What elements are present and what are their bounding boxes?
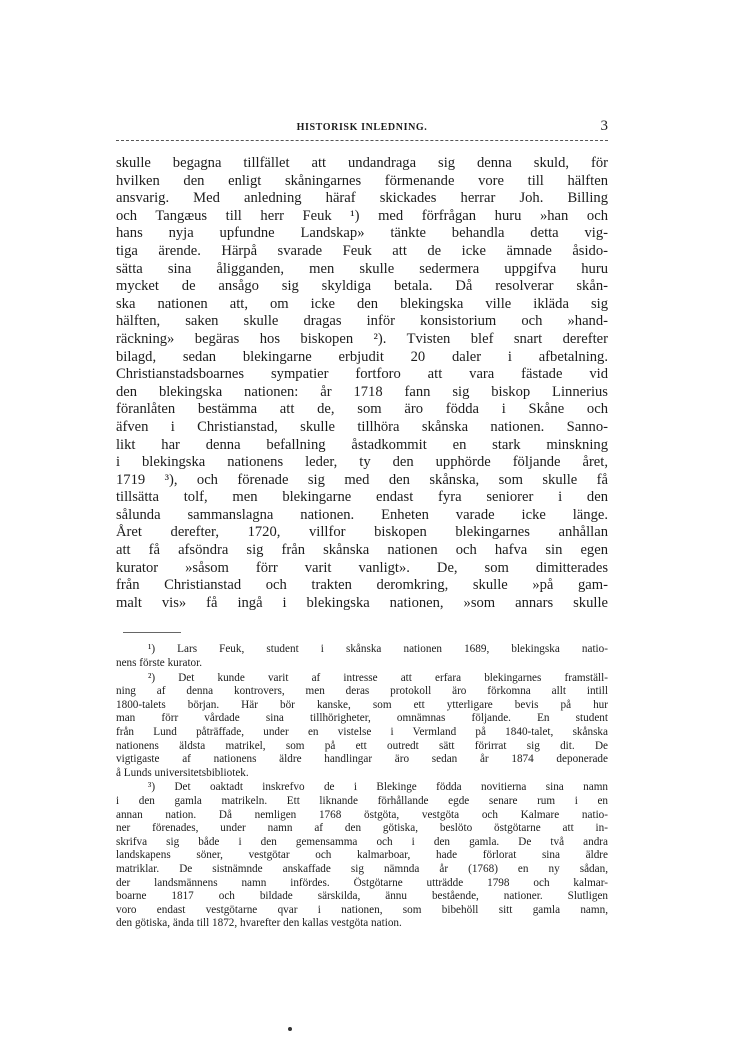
text-line: från Christianstad och trakten deromkring, skulle »på gam-	[116, 577, 608, 594]
text-line: i blekingska nationens leder, ty den upphörde följande året,	[116, 454, 608, 471]
text-line: äfven i Christianstad, skulle tillhöra skånska nationen. Sanno-	[116, 418, 608, 435]
footnote-line: skrifva sig både i den gemensamma och i den gamla. De två andra	[116, 835, 608, 848]
text-line: malt vis» få ingå i blekingska nationen, »som annars skulle	[116, 594, 608, 611]
text-line: hans nyja upfundne Landskap» tänkte behandla detta vig-	[116, 225, 608, 242]
text-line: den blekingska nationen: år 1718 fann sig biskop Linnerius	[116, 383, 608, 400]
running-header	[116, 118, 608, 138]
text-line: hälften, saken skulle dragas inför konsistorium och »hand-	[116, 313, 608, 330]
text-line: sätta sina åligganden, men skulle sedermera uppgifva huru	[116, 260, 608, 277]
text-line: och Tangæus till herr Feuk ¹) med förfrågan huru »han och	[116, 207, 608, 224]
footnote-line: ¹) Lars Feuk, student i skånska nationen 1689, blekingska natio-	[148, 643, 608, 656]
text-line: skulle begagna tillfället att undandraga sig denna skuld, för	[116, 155, 608, 171]
footnote-line: ²) Det kunde varit af intresse att erfara blekingarnes framställ-	[148, 671, 608, 684]
text-line: tillsätta tolf, men blekingarne endast fyra seniorer i den	[116, 489, 608, 506]
text-line: likt har denna befallning åstadkommit en stark minskning	[116, 436, 608, 453]
text-line: sålunda sammanslagna nationen. Enheten varade icke länge.	[116, 506, 608, 523]
text-line: kurator »såsom förr varit vanligt». De, som dimitterades	[116, 559, 608, 576]
page-number: 3	[600, 118, 608, 134]
footnote-line: ³) Det oaktadt inskrefvo de i Blekinge födda novitierna sina namn	[148, 781, 608, 794]
footnote-line: den götiska, ända till 1872, hvarefter den kallas vestgöta nation.	[116, 917, 402, 930]
footnote-line: voro endast vestgötarne qvar i nationen, som bibehöll sitt gamla namn,	[116, 903, 608, 916]
footnote-line: från Lund påträffade, under en vistelse i Vermland på 1840-talet, skånska	[116, 726, 608, 738]
footnote-line: nationens äldsta matrikel, som på ett outredt sätt förirrat sig dit. De	[116, 739, 608, 752]
footnote-line: der landsmännens namn infördes. Östgötarne utträdde 1798 och kalmar-	[116, 876, 608, 889]
footnote-line: 1800-talets början. Här bör kanske, som ett ytterligare bevis på hur	[116, 698, 608, 711]
text-line: föranlåten bestämma att de, som äro födda i Skåne och	[116, 401, 608, 418]
text-line: tiga ärende. Härpå svarade Feuk att de icke ämnade åsido-	[116, 242, 608, 259]
footnote-1	[116, 643, 608, 670]
header-rule	[116, 140, 608, 141]
footnote-line: ning af denna kontrovers, men deras protokoll äro förkomna allt intill	[116, 685, 608, 698]
text-line: ansvarig. Med anledning häraf skickades herrar Joh. Billing	[116, 190, 608, 207]
footnote-line: matriklar. De sistnämnde anskaffade sig nämnda år (1768) en ny sådan,	[116, 862, 608, 875]
footnote-rule	[123, 632, 181, 633]
footnote-line: landskapens söner, vestgötar och kalmarboar, hade förlorat sina äldre	[116, 849, 608, 862]
footnote-line: annan nation. Då nemligen 1768 östgöta, vestgöta och Kalmare natio-	[116, 808, 608, 821]
text-line: hvilken den enligt skåningarnes förmenande vore till hälften	[116, 172, 608, 189]
footnote-line: å Lunds universitetsbibliotek.	[116, 766, 249, 779]
footnote-2	[116, 672, 608, 781]
footnote-line: i den gamla matrikeln. Ett liknande förhållande egde senare rum i en	[116, 794, 608, 807]
footnotes	[116, 643, 608, 930]
text-line: räckning» begäras hos biskopen ²). Tvisten blef snart derefter	[116, 330, 608, 347]
book-page	[116, 118, 608, 931]
footnote-line: boarne 1817 och bildade särskilda, ännu bestående, nationer. Slutligen	[116, 890, 608, 903]
footnote-3	[116, 781, 608, 931]
text-line: att få afsöndra sig från skånska nationen och hafva sin egen	[116, 542, 608, 559]
page-speck	[288, 1027, 292, 1031]
text-line: Christianstadsboarnes sympatier fortforo att vara fästade vid	[116, 366, 608, 383]
text-line: mycket de ansågo sig skyldiga betala. Då resolverar skån-	[116, 278, 608, 295]
text-line: 1719 ³), och förenade sig med den skånska, som skulle få	[116, 471, 608, 488]
footnote-line: nens förste kurator.	[116, 657, 203, 670]
text-line: bilagd, sedan blekingarne erbjudit 20 daler i afbetalning.	[116, 348, 608, 365]
footnote-line: man förr vårdade sina tillhörigheter, omnämnas följande. En student	[116, 712, 608, 725]
running-title: HISTORISK INLEDNING.	[296, 122, 428, 133]
footnote-line: vigtigaste af nationens äldre handlingar äro sedan år 1874 deponerade	[116, 753, 608, 766]
main-text	[116, 155, 608, 612]
footnote-line: ner förenades, under namn af den götiska, beslöto östgötarne att in-	[116, 822, 608, 835]
text-line: Året derefter, 1720, villfor biskopen blekingarnes anhållan	[116, 524, 608, 541]
text-line: ska nationen att, om icke den blekingska ville ikläda sig	[116, 295, 608, 312]
